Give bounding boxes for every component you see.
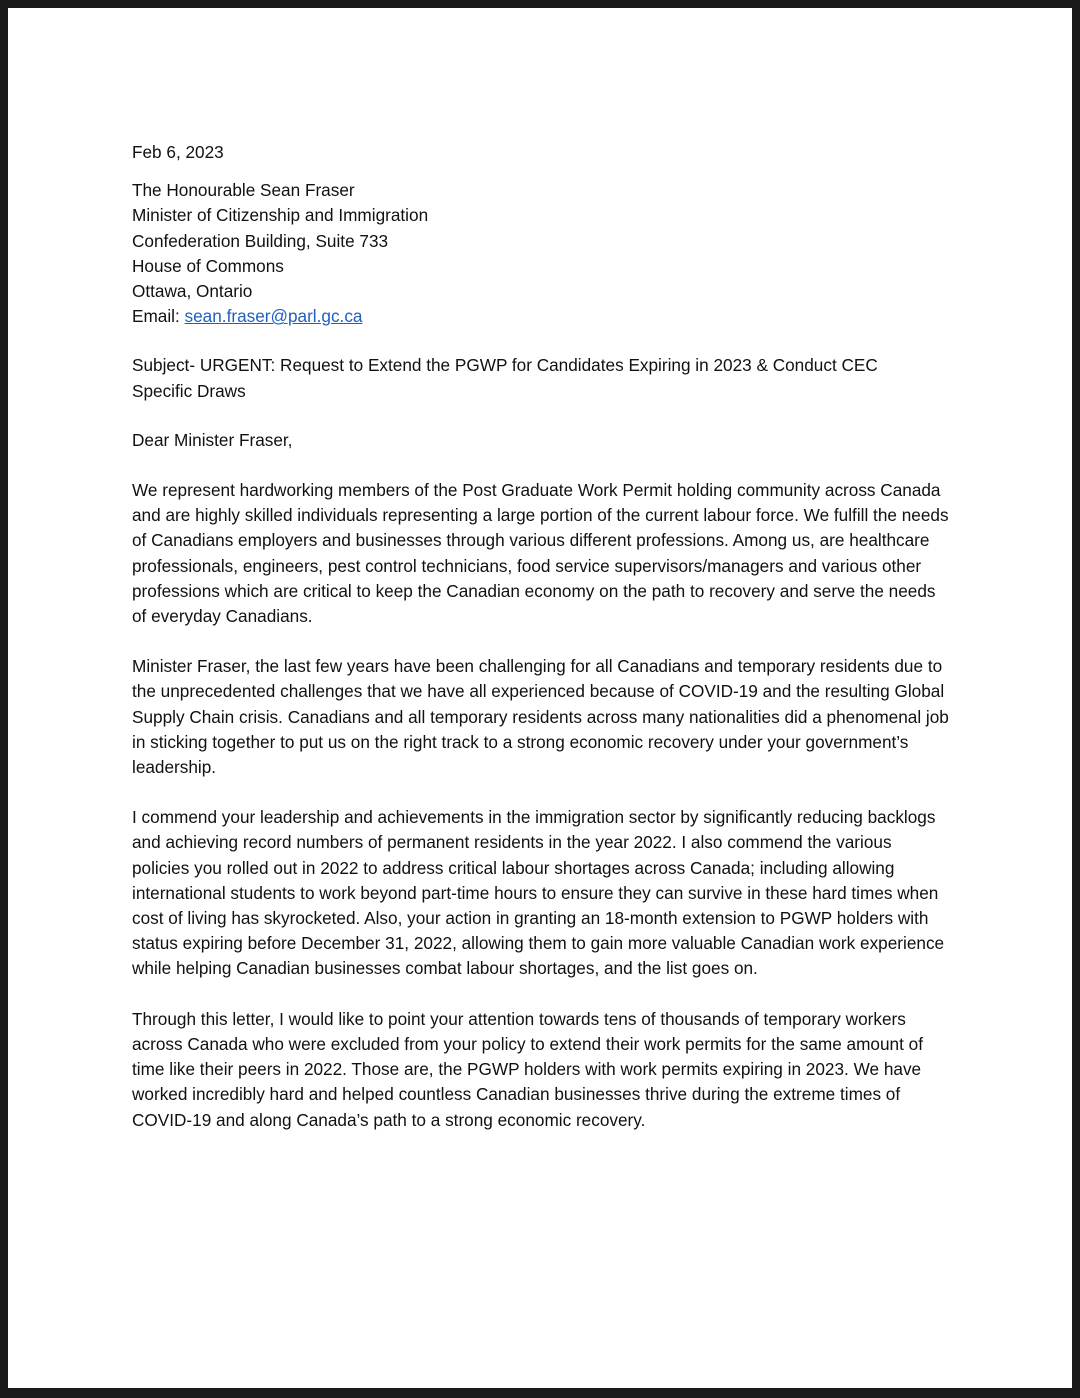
- recipient-title: Minister of Citizenship and Immigration: [132, 205, 429, 226]
- paragraph-3: I commend your leadership and achievements in the immigration sector by significantly reducing backlogs and achieving record numbers of permanent residents in the year 2022. I also commend the various policies you rolled out in 2022 to address critical labour shortages across Canada; including allowing international students to work beyond part-time hours to ensure they can survive in these hard times when cost of living has skyrocketed. Also, your action in granting an 18-month extension to PGWP holders with status expiring before December 31, 2022, allowing them to gain more valuable Canadian work experience while helping Canadian businesses combat labour shortages, and the list goes on.: [132, 807, 945, 979]
- recipient-city: Ottawa, Ontario: [132, 281, 253, 302]
- letter-date: Feb 6, 2023: [132, 142, 224, 162]
- paragraph-2: Minister Fraser, the last few years have been challenging for all Canadians and temporary residents due to the unprecedented challenges that we have all experienced because of COVID-19 and the resulting Global Supply Chain crisis. Canadians and all temporary residents across many nationalities did a phenomenal job in sticking together to put us on the right track to a strong economic recovery under your government’s leadership.: [132, 656, 949, 778]
- letter-page: [8, 8, 1072, 1388]
- salutation: Dear Minister Fraser,: [132, 429, 293, 450]
- recipient-house: House of Commons: [132, 255, 284, 276]
- email-link[interactable]: sean.fraser@parl.gc.ca: [184, 306, 363, 327]
- email-label: Email:: [132, 306, 185, 327]
- letter-subject: Subject- URGENT: Request to Extend the PGWP for Candidates Expiring in 2023 & Conduct CEC Specific Draws: [132, 355, 878, 401]
- recipient-building: Confederation Building, Suite 733: [132, 230, 389, 251]
- paragraph-4: Through this letter, I would like to point your attention towards tens of thousands of temporary workers across Canada who were excluded from your policy to extend their work permits for the same amount of time like their peers in 2022. Those are, the PGWP holders with work permits expiring in 2023. We have worked incredibly hard and helped countless Canadian businesses thrive during the extreme times of COVID-19 and along Canada’s path to a strong economic recovery.: [132, 1008, 923, 1130]
- recipient-email-line: [132, 304, 962, 329]
- recipient-address: [132, 178, 962, 329]
- letter-body: [132, 140, 962, 1158]
- recipient-name: The Honourable Sean Fraser: [132, 180, 355, 201]
- paragraph-1: We represent hardworking members of the Post Graduate Work Permit holding community across Canada and are highly skilled individuals representing a large portion of the current labour force. We fulfill the needs of Canadians employers and businesses through various different professions. Among us, are healthcare professionals, engineers, pest control technicians, food service supervisors/managers and various other professions which are critical to keep the Canadian economy on the path to recovery and serve the needs of everyday Canadians.: [132, 480, 949, 627]
